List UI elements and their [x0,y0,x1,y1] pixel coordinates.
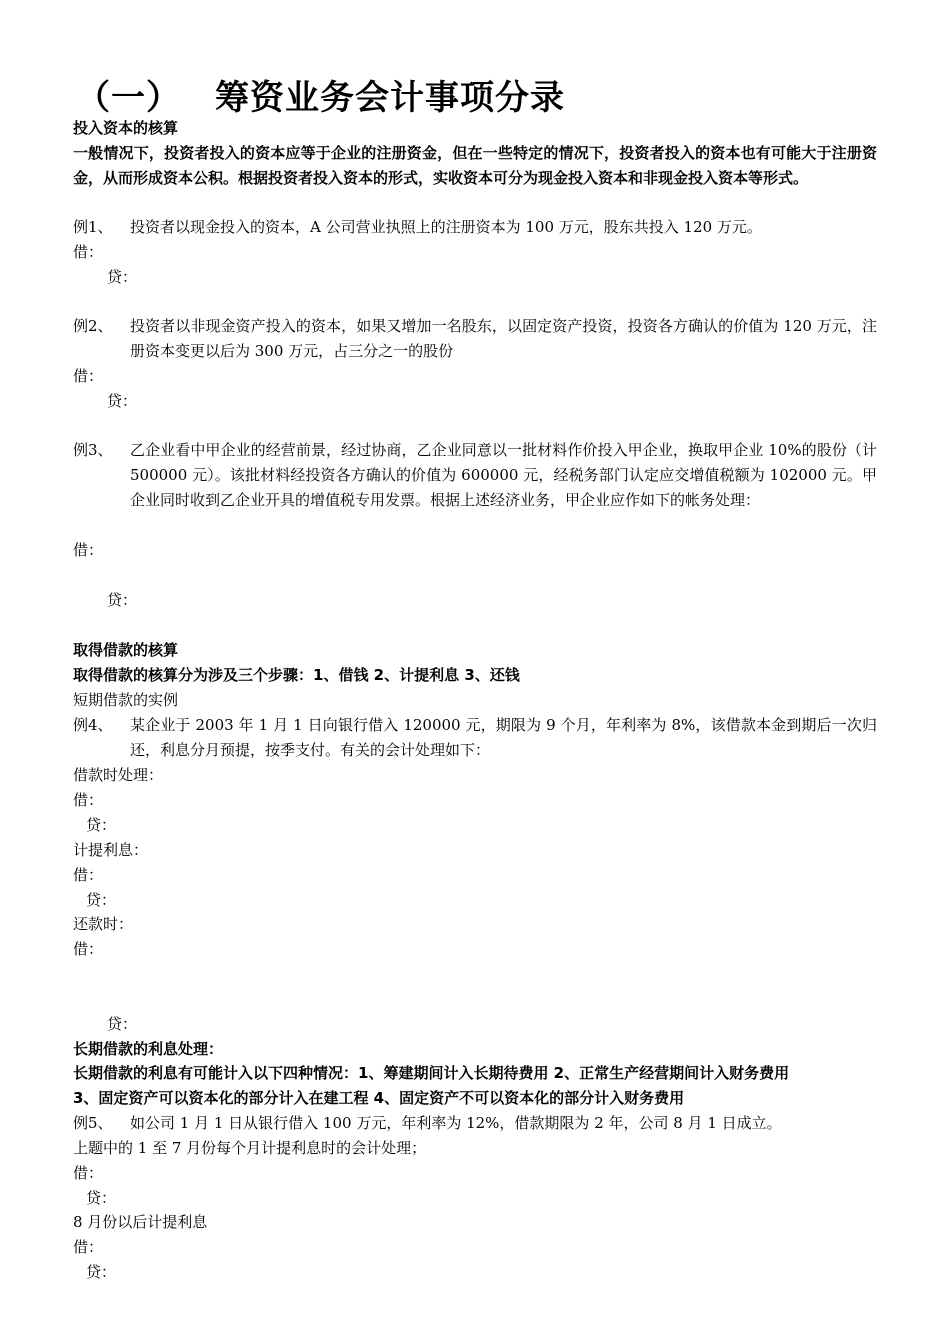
credit-label: 贷： [107,591,138,609]
credit-label: 贷： [86,816,117,834]
question-after-aug: 8 月份以后计提利息 [73,1213,208,1231]
credit-label: 贷： [107,268,138,286]
accrue-step-label: 计提利息： [73,841,149,859]
debit-label: 借： [73,940,104,958]
page-title [76,70,565,119]
example-2 [73,314,877,364]
debit-label: 借： [73,1238,104,1256]
borrow-step-label: 借款时处理： [73,766,164,784]
example-label: 例3、 [73,441,113,459]
debit-label: 借： [73,367,104,385]
question-jan-jul: 上题中的 1 至 7 月份每个月计提利息时的会计处理； [73,1139,427,1157]
example-label: 例1、 [73,218,113,236]
example-text: 如公司 1 月 1 日从银行借入 100 万元，年利率为 12%，借款期限为 2 年，公司 8 月 1 日成立。 [130,1114,782,1132]
credit-label: 贷： [86,1263,117,1281]
section-heading-loans: 取得借款的核算 [73,641,179,659]
section-intro-loans: 取得借款的核算分为涉及三个步骤：1、借钱 2、计提利息 3、还钱 [73,666,520,684]
example-3 [73,438,877,513]
example-5 [73,1111,877,1136]
debit-label: 借： [73,791,104,809]
credit-label: 贷： [107,1015,138,1033]
example-label: 例2、 [73,317,113,335]
debit-label: 借： [73,866,104,884]
example-label: 例5、 [73,1114,113,1132]
debit-label: 借： [73,1164,104,1182]
debit-label: 借： [73,243,104,261]
title-text: 筹资业务会计事项分录 [215,78,565,118]
credit-label: 贷： [86,891,117,909]
section-intro-capital: 一般情况下，投资者投入的资本应等于企业的注册资金，但在一些特定的情况下，投资者投入的资本也有可能大于注册资金，从而形成资本公积。根据投资者投入资本的形式，实收资本可分为现金投入资本和非现金投入资本等形式。 [73,144,877,187]
example-label: 例4、 [73,716,113,734]
credit-label: 贷： [86,1189,117,1207]
section-heading-long-term: 长期借款的利息处理： [73,1040,224,1058]
example-text: 某企业于 2003 年 1 月 1 日向银行借入 120000 元，期限为 9 个月，年利率为 8%，该借款本金到期后一次归还，利息分月预提，按季支付。有关的会计处理如下： [130,716,877,759]
example-4 [73,713,877,763]
debit-label: 借： [73,541,104,559]
section-intro-long-term-2: 3、固定资产可以资本化的部分计入在建工程 4、固定资产不可以资本化的部分计入财务费用 [73,1089,685,1107]
example-1 [73,215,877,240]
repay-step-label: 还款时： [73,915,134,933]
title-number: （一） [76,78,181,118]
example-text: 投资者以现金投入的资本，A 公司营业执照上的注册资本为 100 万元，股东共投入 120 万元。 [130,218,762,236]
subheading-short-term: 短期借款的实例 [73,691,179,709]
credit-label: 贷： [107,392,138,410]
example-text: 投资者以非现金资产投入的资本，如果又增加一名股东，以固定资产投资，投资各方确认的价值为 120 万元，注册资本变更以后为 300 万元，占三分之一的股份 [130,317,877,360]
section-intro-long-term-1: 长期借款的利息有可能计入以下四种情况：1、筹建期间计入长期待费用 2、正常生产经营期间计入财务费用 [73,1064,790,1082]
section-heading-capital: 投入资本的核算 [73,119,179,137]
example-text: 乙企业看中甲企业的经营前景，经过协商，乙企业同意以一批材料作价投入甲企业，换取甲企业 10%的股份（计 500000 元）。该批材料经投资各方确认的价值为 600000 元，经税务部门认定应交增值税额为 102000 元。甲企业同时收到乙企业开具的增值税专用发票。根据上述经济业务，甲企业应作如下的帐务处理： [130,441,877,509]
